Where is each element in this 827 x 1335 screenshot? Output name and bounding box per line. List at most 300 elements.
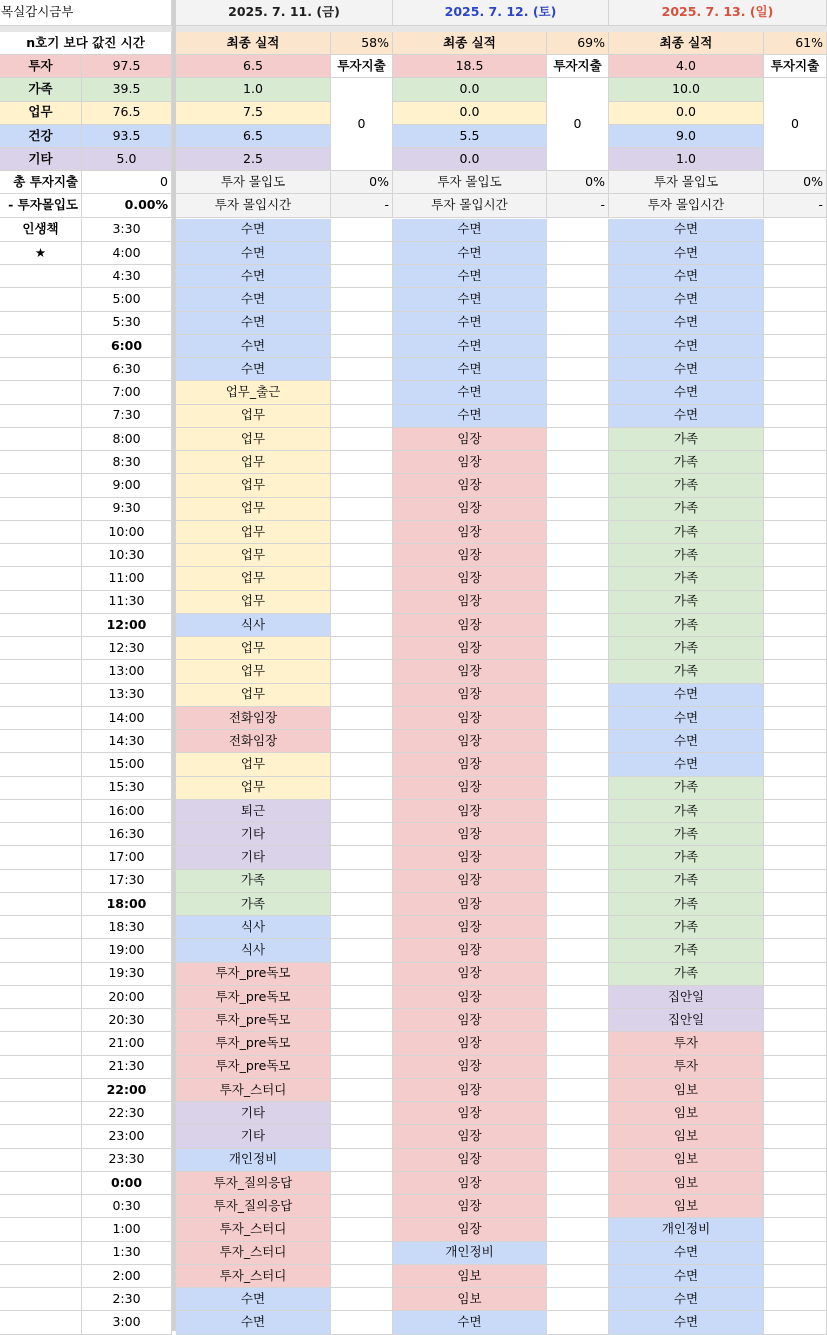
focus-rate-label[interactable]: - 투자몰입도	[0, 194, 82, 217]
empty-cell[interactable]	[547, 498, 609, 521]
empty-cell[interactable]	[547, 1009, 609, 1032]
focus-value[interactable]: 0%	[764, 171, 827, 194]
empty-cell[interactable]	[764, 846, 827, 869]
focus-time-label[interactable]: 투자 몰입시간	[609, 194, 764, 217]
time-slot[interactable]: 1:00	[82, 1218, 172, 1241]
schedule-cell[interactable]: 임장	[393, 707, 547, 730]
schedule-cell[interactable]: 수면	[176, 288, 331, 311]
schedule-cell[interactable]: 업무	[176, 753, 331, 776]
schedule-cell[interactable]: 수면	[609, 1265, 764, 1288]
empty-cell[interactable]	[547, 939, 609, 962]
result-percent[interactable]: 61%	[764, 32, 827, 55]
schedule-cell[interactable]: 업무	[176, 660, 331, 683]
result-label[interactable]: 최종 실적	[176, 32, 331, 55]
day-category-value[interactable]: 10.0	[609, 78, 764, 101]
empty-cell[interactable]	[547, 1288, 609, 1311]
empty-cell[interactable]	[0, 777, 82, 800]
empty-cell[interactable]	[764, 800, 827, 823]
schedule-cell[interactable]: 투자_pre독모	[176, 1056, 331, 1079]
date-header-3[interactable]: 2025. 7. 13. (일)	[609, 0, 827, 26]
empty-cell[interactable]	[331, 358, 393, 381]
empty-cell[interactable]	[547, 1195, 609, 1218]
result-label[interactable]: 최종 실적	[393, 32, 547, 55]
schedule-cell[interactable]: 임보	[393, 1265, 547, 1288]
time-slot[interactable]: 2:30	[82, 1288, 172, 1311]
empty-cell[interactable]	[331, 1265, 393, 1288]
category-name[interactable]: 건강	[0, 125, 82, 148]
schedule-cell[interactable]: 가족	[609, 870, 764, 893]
time-slot[interactable]: 20:00	[82, 986, 172, 1009]
schedule-cell[interactable]: 수면	[609, 242, 764, 265]
empty-cell[interactable]	[764, 312, 827, 335]
schedule-cell[interactable]: 임장	[393, 1125, 547, 1148]
empty-cell[interactable]	[547, 1032, 609, 1055]
schedule-cell[interactable]: 임장	[393, 939, 547, 962]
empty-cell[interactable]	[764, 544, 827, 567]
empty-cell[interactable]	[0, 939, 82, 962]
empty-cell[interactable]	[764, 1172, 827, 1195]
empty-cell[interactable]	[764, 591, 827, 614]
schedule-cell[interactable]: 임장	[393, 963, 547, 986]
schedule-cell[interactable]: 임장	[393, 474, 547, 497]
schedule-cell[interactable]: 수면	[609, 753, 764, 776]
day-category-value[interactable]: 1.0	[609, 148, 764, 171]
empty-cell[interactable]	[764, 1009, 827, 1032]
time-slot[interactable]: 14:00	[82, 707, 172, 730]
empty-cell[interactable]	[764, 242, 827, 265]
schedule-cell[interactable]: 투자_pre독모	[176, 986, 331, 1009]
empty-cell[interactable]	[331, 1311, 393, 1334]
day-category-value[interactable]: 9.0	[609, 125, 764, 148]
time-slot[interactable]: 9:30	[82, 498, 172, 521]
empty-cell[interactable]	[547, 614, 609, 637]
schedule-cell[interactable]: 수면	[393, 1311, 547, 1334]
empty-cell[interactable]	[331, 381, 393, 404]
empty-cell[interactable]	[0, 1149, 82, 1172]
empty-cell[interactable]	[764, 265, 827, 288]
empty-cell[interactable]	[0, 986, 82, 1009]
time-slot[interactable]: 12:30	[82, 637, 172, 660]
empty-cell[interactable]	[547, 219, 609, 242]
schedule-cell[interactable]: 임장	[393, 591, 547, 614]
schedule-cell[interactable]: 집안일	[609, 986, 764, 1009]
schedule-cell[interactable]: 임장	[393, 1102, 547, 1125]
time-slot[interactable]: 21:30	[82, 1056, 172, 1079]
empty-cell[interactable]	[547, 381, 609, 404]
empty-cell[interactable]	[0, 823, 82, 846]
time-slot[interactable]: 13:00	[82, 660, 172, 683]
schedule-cell[interactable]: 임장	[393, 1079, 547, 1102]
day-category-value[interactable]: 18.5	[393, 55, 547, 78]
schedule-cell[interactable]: 퇴근	[176, 800, 331, 823]
empty-cell[interactable]	[331, 288, 393, 311]
schedule-cell[interactable]: 가족	[609, 614, 764, 637]
empty-cell[interactable]	[764, 1102, 827, 1125]
empty-cell[interactable]	[0, 730, 82, 753]
empty-cell[interactable]	[331, 567, 393, 590]
schedule-cell[interactable]: 전화임장	[176, 707, 331, 730]
time-slot[interactable]: 6:30	[82, 358, 172, 381]
schedule-cell[interactable]: 기타	[176, 846, 331, 869]
category-value[interactable]: 76.5	[82, 102, 172, 125]
empty-cell[interactable]	[547, 986, 609, 1009]
schedule-cell[interactable]: 임장	[393, 823, 547, 846]
schedule-cell[interactable]: 임장	[393, 428, 547, 451]
empty-cell[interactable]	[547, 335, 609, 358]
schedule-cell[interactable]: 수면	[609, 684, 764, 707]
schedule-cell[interactable]: 수면	[393, 312, 547, 335]
empty-cell[interactable]	[764, 335, 827, 358]
empty-cell[interactable]	[547, 451, 609, 474]
day-category-value[interactable]: 6.5	[176, 55, 331, 78]
schedule-cell[interactable]: 업무	[176, 567, 331, 590]
schedule-cell[interactable]: 수면	[176, 335, 331, 358]
empty-cell[interactable]	[764, 1125, 827, 1148]
time-slot[interactable]: 11:00	[82, 567, 172, 590]
schedule-cell[interactable]: 개인정비	[609, 1218, 764, 1241]
empty-cell[interactable]	[0, 753, 82, 776]
empty-cell[interactable]	[764, 219, 827, 242]
empty-cell[interactable]	[764, 777, 827, 800]
schedule-cell[interactable]: 임장	[393, 870, 547, 893]
empty-cell[interactable]	[331, 870, 393, 893]
time-slot[interactable]: 17:30	[82, 870, 172, 893]
empty-cell[interactable]	[0, 381, 82, 404]
schedule-cell[interactable]: 임장	[393, 1149, 547, 1172]
schedule-cell[interactable]: 기타	[176, 1102, 331, 1125]
schedule-cell[interactable]: 가족	[176, 870, 331, 893]
empty-cell[interactable]	[0, 288, 82, 311]
time-slot[interactable]: 22:30	[82, 1102, 172, 1125]
focus-time-value[interactable]: -	[547, 194, 609, 217]
category-name[interactable]: 투자	[0, 55, 82, 78]
schedule-cell[interactable]: 투자_질의응답	[176, 1195, 331, 1218]
schedule-cell[interactable]: 가족	[609, 428, 764, 451]
time-slot[interactable]: 12:00	[82, 614, 172, 637]
focus-label[interactable]: 투자 몰입도	[393, 171, 547, 194]
schedule-cell[interactable]: 업무	[176, 684, 331, 707]
focus-rate-value[interactable]: 0.00%	[82, 194, 172, 217]
schedule-cell[interactable]: 임장	[393, 521, 547, 544]
time-slot[interactable]: 6:00	[82, 335, 172, 358]
schedule-cell[interactable]: 투자_스터디	[176, 1265, 331, 1288]
empty-cell[interactable]	[331, 939, 393, 962]
empty-cell[interactable]	[764, 1265, 827, 1288]
empty-cell[interactable]	[764, 1056, 827, 1079]
schedule-cell[interactable]: 수면	[393, 405, 547, 428]
empty-cell[interactable]	[331, 846, 393, 869]
empty-cell[interactable]	[547, 567, 609, 590]
empty-cell[interactable]	[0, 544, 82, 567]
empty-cell[interactable]	[764, 1195, 827, 1218]
day-category-value[interactable]: 4.0	[609, 55, 764, 78]
schedule-cell[interactable]: 수면	[176, 312, 331, 335]
empty-cell[interactable]	[0, 567, 82, 590]
life-book-label[interactable]: 인생책	[0, 219, 82, 242]
schedule-cell[interactable]: 가족	[609, 637, 764, 660]
empty-cell[interactable]	[0, 637, 82, 660]
empty-cell[interactable]	[331, 963, 393, 986]
empty-cell[interactable]	[331, 428, 393, 451]
category-name[interactable]: 기타	[0, 148, 82, 171]
category-value[interactable]: 39.5	[82, 78, 172, 101]
schedule-cell[interactable]: 가족	[609, 846, 764, 869]
schedule-cell[interactable]: 업무	[176, 474, 331, 497]
time-slot[interactable]: 21:00	[82, 1032, 172, 1055]
empty-cell[interactable]	[547, 1149, 609, 1172]
empty-cell[interactable]	[331, 1056, 393, 1079]
empty-cell[interactable]	[547, 265, 609, 288]
day-category-value[interactable]: 2.5	[176, 148, 331, 171]
empty-cell[interactable]	[547, 1311, 609, 1334]
schedule-cell[interactable]: 수면	[393, 219, 547, 242]
star-icon[interactable]: ★	[0, 242, 82, 265]
empty-cell[interactable]	[331, 800, 393, 823]
focus-time-value[interactable]: -	[764, 194, 827, 217]
empty-cell[interactable]	[764, 567, 827, 590]
schedule-cell[interactable]: 수면	[609, 707, 764, 730]
time-slot[interactable]: 10:30	[82, 544, 172, 567]
empty-cell[interactable]	[0, 1056, 82, 1079]
category-name[interactable]: 업무	[0, 102, 82, 125]
spend-value[interactable]: 0	[764, 78, 827, 171]
schedule-cell[interactable]: 가족	[609, 474, 764, 497]
empty-cell[interactable]	[764, 870, 827, 893]
empty-cell[interactable]	[331, 986, 393, 1009]
focus-label[interactable]: 투자 몰입도	[176, 171, 331, 194]
schedule-cell[interactable]: 수면	[609, 219, 764, 242]
schedule-cell[interactable]: 투자_pre독모	[176, 1009, 331, 1032]
empty-cell[interactable]	[0, 846, 82, 869]
empty-cell[interactable]	[331, 1288, 393, 1311]
empty-cell[interactable]	[547, 753, 609, 776]
schedule-cell[interactable]: 가족	[609, 567, 764, 590]
schedule-cell[interactable]: 가족	[609, 544, 764, 567]
empty-cell[interactable]	[547, 242, 609, 265]
schedule-cell[interactable]: 수면	[176, 358, 331, 381]
day-category-value[interactable]: 7.5	[176, 102, 331, 125]
empty-cell[interactable]	[764, 1288, 827, 1311]
empty-cell[interactable]	[547, 823, 609, 846]
empty-cell[interactable]	[764, 986, 827, 1009]
empty-cell[interactable]	[764, 1311, 827, 1334]
empty-cell[interactable]	[547, 870, 609, 893]
empty-cell[interactable]	[331, 1172, 393, 1195]
empty-cell[interactable]	[0, 800, 82, 823]
empty-cell[interactable]	[0, 707, 82, 730]
empty-cell[interactable]	[331, 219, 393, 242]
empty-cell[interactable]	[331, 451, 393, 474]
empty-cell[interactable]	[331, 637, 393, 660]
empty-cell[interactable]	[764, 1032, 827, 1055]
empty-cell[interactable]	[547, 707, 609, 730]
day-category-value[interactable]: 1.0	[176, 78, 331, 101]
empty-cell[interactable]	[331, 730, 393, 753]
schedule-cell[interactable]: 임장	[393, 730, 547, 753]
empty-cell[interactable]	[764, 1079, 827, 1102]
schedule-cell[interactable]: 임장	[393, 498, 547, 521]
schedule-cell[interactable]: 수면	[609, 265, 764, 288]
empty-cell[interactable]	[331, 1009, 393, 1032]
empty-cell[interactable]	[331, 521, 393, 544]
time-slot[interactable]: 8:30	[82, 451, 172, 474]
spend-label[interactable]: 투자지출	[764, 55, 827, 78]
schedule-cell[interactable]: 수면	[176, 265, 331, 288]
empty-cell[interactable]	[331, 1125, 393, 1148]
empty-cell[interactable]	[764, 614, 827, 637]
empty-cell[interactable]	[764, 428, 827, 451]
empty-cell[interactable]	[331, 916, 393, 939]
empty-cell[interactable]	[547, 544, 609, 567]
empty-cell[interactable]	[331, 1149, 393, 1172]
time-slot[interactable]: 18:30	[82, 916, 172, 939]
empty-cell[interactable]	[331, 1218, 393, 1241]
empty-cell[interactable]	[0, 1218, 82, 1241]
empty-cell[interactable]	[331, 1242, 393, 1265]
schedule-cell[interactable]: 임장	[393, 753, 547, 776]
empty-cell[interactable]	[547, 1125, 609, 1148]
time-slot[interactable]: 3:00	[82, 1311, 172, 1334]
schedule-cell[interactable]: 개인정비	[176, 1149, 331, 1172]
time-slot[interactable]: 8:00	[82, 428, 172, 451]
time-slot[interactable]: 9:00	[82, 474, 172, 497]
schedule-cell[interactable]: 수면	[393, 265, 547, 288]
time-slot[interactable]: 20:30	[82, 1009, 172, 1032]
schedule-cell[interactable]: 임장	[393, 1056, 547, 1079]
schedule-cell[interactable]: 임보	[609, 1125, 764, 1148]
time-slot[interactable]: 4:30	[82, 265, 172, 288]
time-slot[interactable]: 7:30	[82, 405, 172, 428]
total-spend-label[interactable]: 총 투자지출	[0, 171, 82, 194]
schedule-cell[interactable]: 투자_pre독모	[176, 1032, 331, 1055]
schedule-cell[interactable]: 식사	[176, 614, 331, 637]
empty-cell[interactable]	[331, 405, 393, 428]
empty-cell[interactable]	[0, 335, 82, 358]
schedule-cell[interactable]: 투자	[609, 1032, 764, 1055]
schedule-cell[interactable]: 수면	[609, 730, 764, 753]
day-category-value[interactable]: 0.0	[393, 102, 547, 125]
empty-cell[interactable]	[0, 498, 82, 521]
empty-cell[interactable]	[547, 1079, 609, 1102]
schedule-cell[interactable]: 수면	[176, 1288, 331, 1311]
schedule-cell[interactable]: 수면	[609, 288, 764, 311]
empty-cell[interactable]	[0, 428, 82, 451]
empty-cell[interactable]	[331, 474, 393, 497]
schedule-cell[interactable]: 임장	[393, 684, 547, 707]
schedule-cell[interactable]: 임장	[393, 614, 547, 637]
empty-cell[interactable]	[0, 312, 82, 335]
empty-cell[interactable]	[547, 1102, 609, 1125]
schedule-cell[interactable]: 업무	[176, 777, 331, 800]
schedule-cell[interactable]: 임장	[393, 846, 547, 869]
empty-cell[interactable]	[547, 637, 609, 660]
schedule-cell[interactable]: 전화임장	[176, 730, 331, 753]
empty-cell[interactable]	[764, 1149, 827, 1172]
empty-cell[interactable]	[547, 730, 609, 753]
empty-cell[interactable]	[764, 498, 827, 521]
schedule-cell[interactable]: 업무	[176, 451, 331, 474]
schedule-cell[interactable]: 수면	[393, 288, 547, 311]
schedule-cell[interactable]: 가족	[609, 939, 764, 962]
empty-cell[interactable]	[764, 1218, 827, 1241]
total-spend-value[interactable]: 0	[82, 171, 172, 194]
schedule-cell[interactable]: 임장	[393, 1032, 547, 1055]
schedule-cell[interactable]: 투자_pre독모	[176, 963, 331, 986]
date-header-2[interactable]: 2025. 7. 12. (토)	[393, 0, 609, 26]
result-label[interactable]: 최종 실적	[609, 32, 764, 55]
schedule-cell[interactable]: 임장	[393, 637, 547, 660]
empty-cell[interactable]	[764, 893, 827, 916]
schedule-cell[interactable]: 수면	[393, 358, 547, 381]
empty-cell[interactable]	[547, 1172, 609, 1195]
schedule-cell[interactable]: 기타	[176, 823, 331, 846]
empty-cell[interactable]	[547, 684, 609, 707]
empty-cell[interactable]	[0, 1009, 82, 1032]
empty-cell[interactable]	[764, 451, 827, 474]
time-slot[interactable]: 7:00	[82, 381, 172, 404]
schedule-cell[interactable]: 수면	[176, 242, 331, 265]
empty-cell[interactable]	[331, 591, 393, 614]
focus-value[interactable]: 0%	[547, 171, 609, 194]
spend-label[interactable]: 투자지출	[331, 55, 393, 78]
empty-cell[interactable]	[0, 1195, 82, 1218]
empty-cell[interactable]	[0, 1242, 82, 1265]
empty-cell[interactable]	[331, 498, 393, 521]
time-slot[interactable]: 16:00	[82, 800, 172, 823]
time-slot[interactable]: 16:30	[82, 823, 172, 846]
time-slot[interactable]: 2:00	[82, 1265, 172, 1288]
schedule-cell[interactable]: 수면	[609, 358, 764, 381]
empty-cell[interactable]	[764, 474, 827, 497]
empty-cell[interactable]	[0, 474, 82, 497]
empty-cell[interactable]	[547, 1265, 609, 1288]
schedule-cell[interactable]: 임장	[393, 893, 547, 916]
sheet-title[interactable]: 목실감시금부	[0, 0, 172, 26]
schedule-cell[interactable]: 수면	[393, 242, 547, 265]
empty-cell[interactable]	[547, 916, 609, 939]
schedule-cell[interactable]: 가족	[609, 777, 764, 800]
day-category-value[interactable]: 5.5	[393, 125, 547, 148]
empty-cell[interactable]	[331, 265, 393, 288]
time-slot[interactable]: 4:00	[82, 242, 172, 265]
empty-cell[interactable]	[0, 660, 82, 683]
empty-cell[interactable]	[0, 1265, 82, 1288]
schedule-cell[interactable]: 수면	[176, 219, 331, 242]
schedule-cell[interactable]: 수면	[609, 335, 764, 358]
result-percent[interactable]: 58%	[331, 32, 393, 55]
category-value[interactable]: 93.5	[82, 125, 172, 148]
empty-cell[interactable]	[547, 312, 609, 335]
time-slot[interactable]: 5:00	[82, 288, 172, 311]
schedule-cell[interactable]: 업무	[176, 544, 331, 567]
schedule-cell[interactable]: 임장	[393, 800, 547, 823]
day-category-value[interactable]: 0.0	[393, 78, 547, 101]
spend-value[interactable]: 0	[547, 78, 609, 171]
empty-cell[interactable]	[764, 939, 827, 962]
schedule-cell[interactable]: 수면	[609, 381, 764, 404]
schedule-cell[interactable]: 가족	[609, 498, 764, 521]
empty-cell[interactable]	[0, 963, 82, 986]
empty-cell[interactable]	[764, 521, 827, 544]
schedule-cell[interactable]: 수면	[176, 1311, 331, 1334]
empty-cell[interactable]	[547, 591, 609, 614]
schedule-cell[interactable]: 임장	[393, 544, 547, 567]
empty-cell[interactable]	[547, 405, 609, 428]
empty-cell[interactable]	[547, 428, 609, 451]
empty-cell[interactable]	[331, 1102, 393, 1125]
spend-value[interactable]: 0	[331, 78, 393, 171]
schedule-cell[interactable]: 가족	[609, 451, 764, 474]
